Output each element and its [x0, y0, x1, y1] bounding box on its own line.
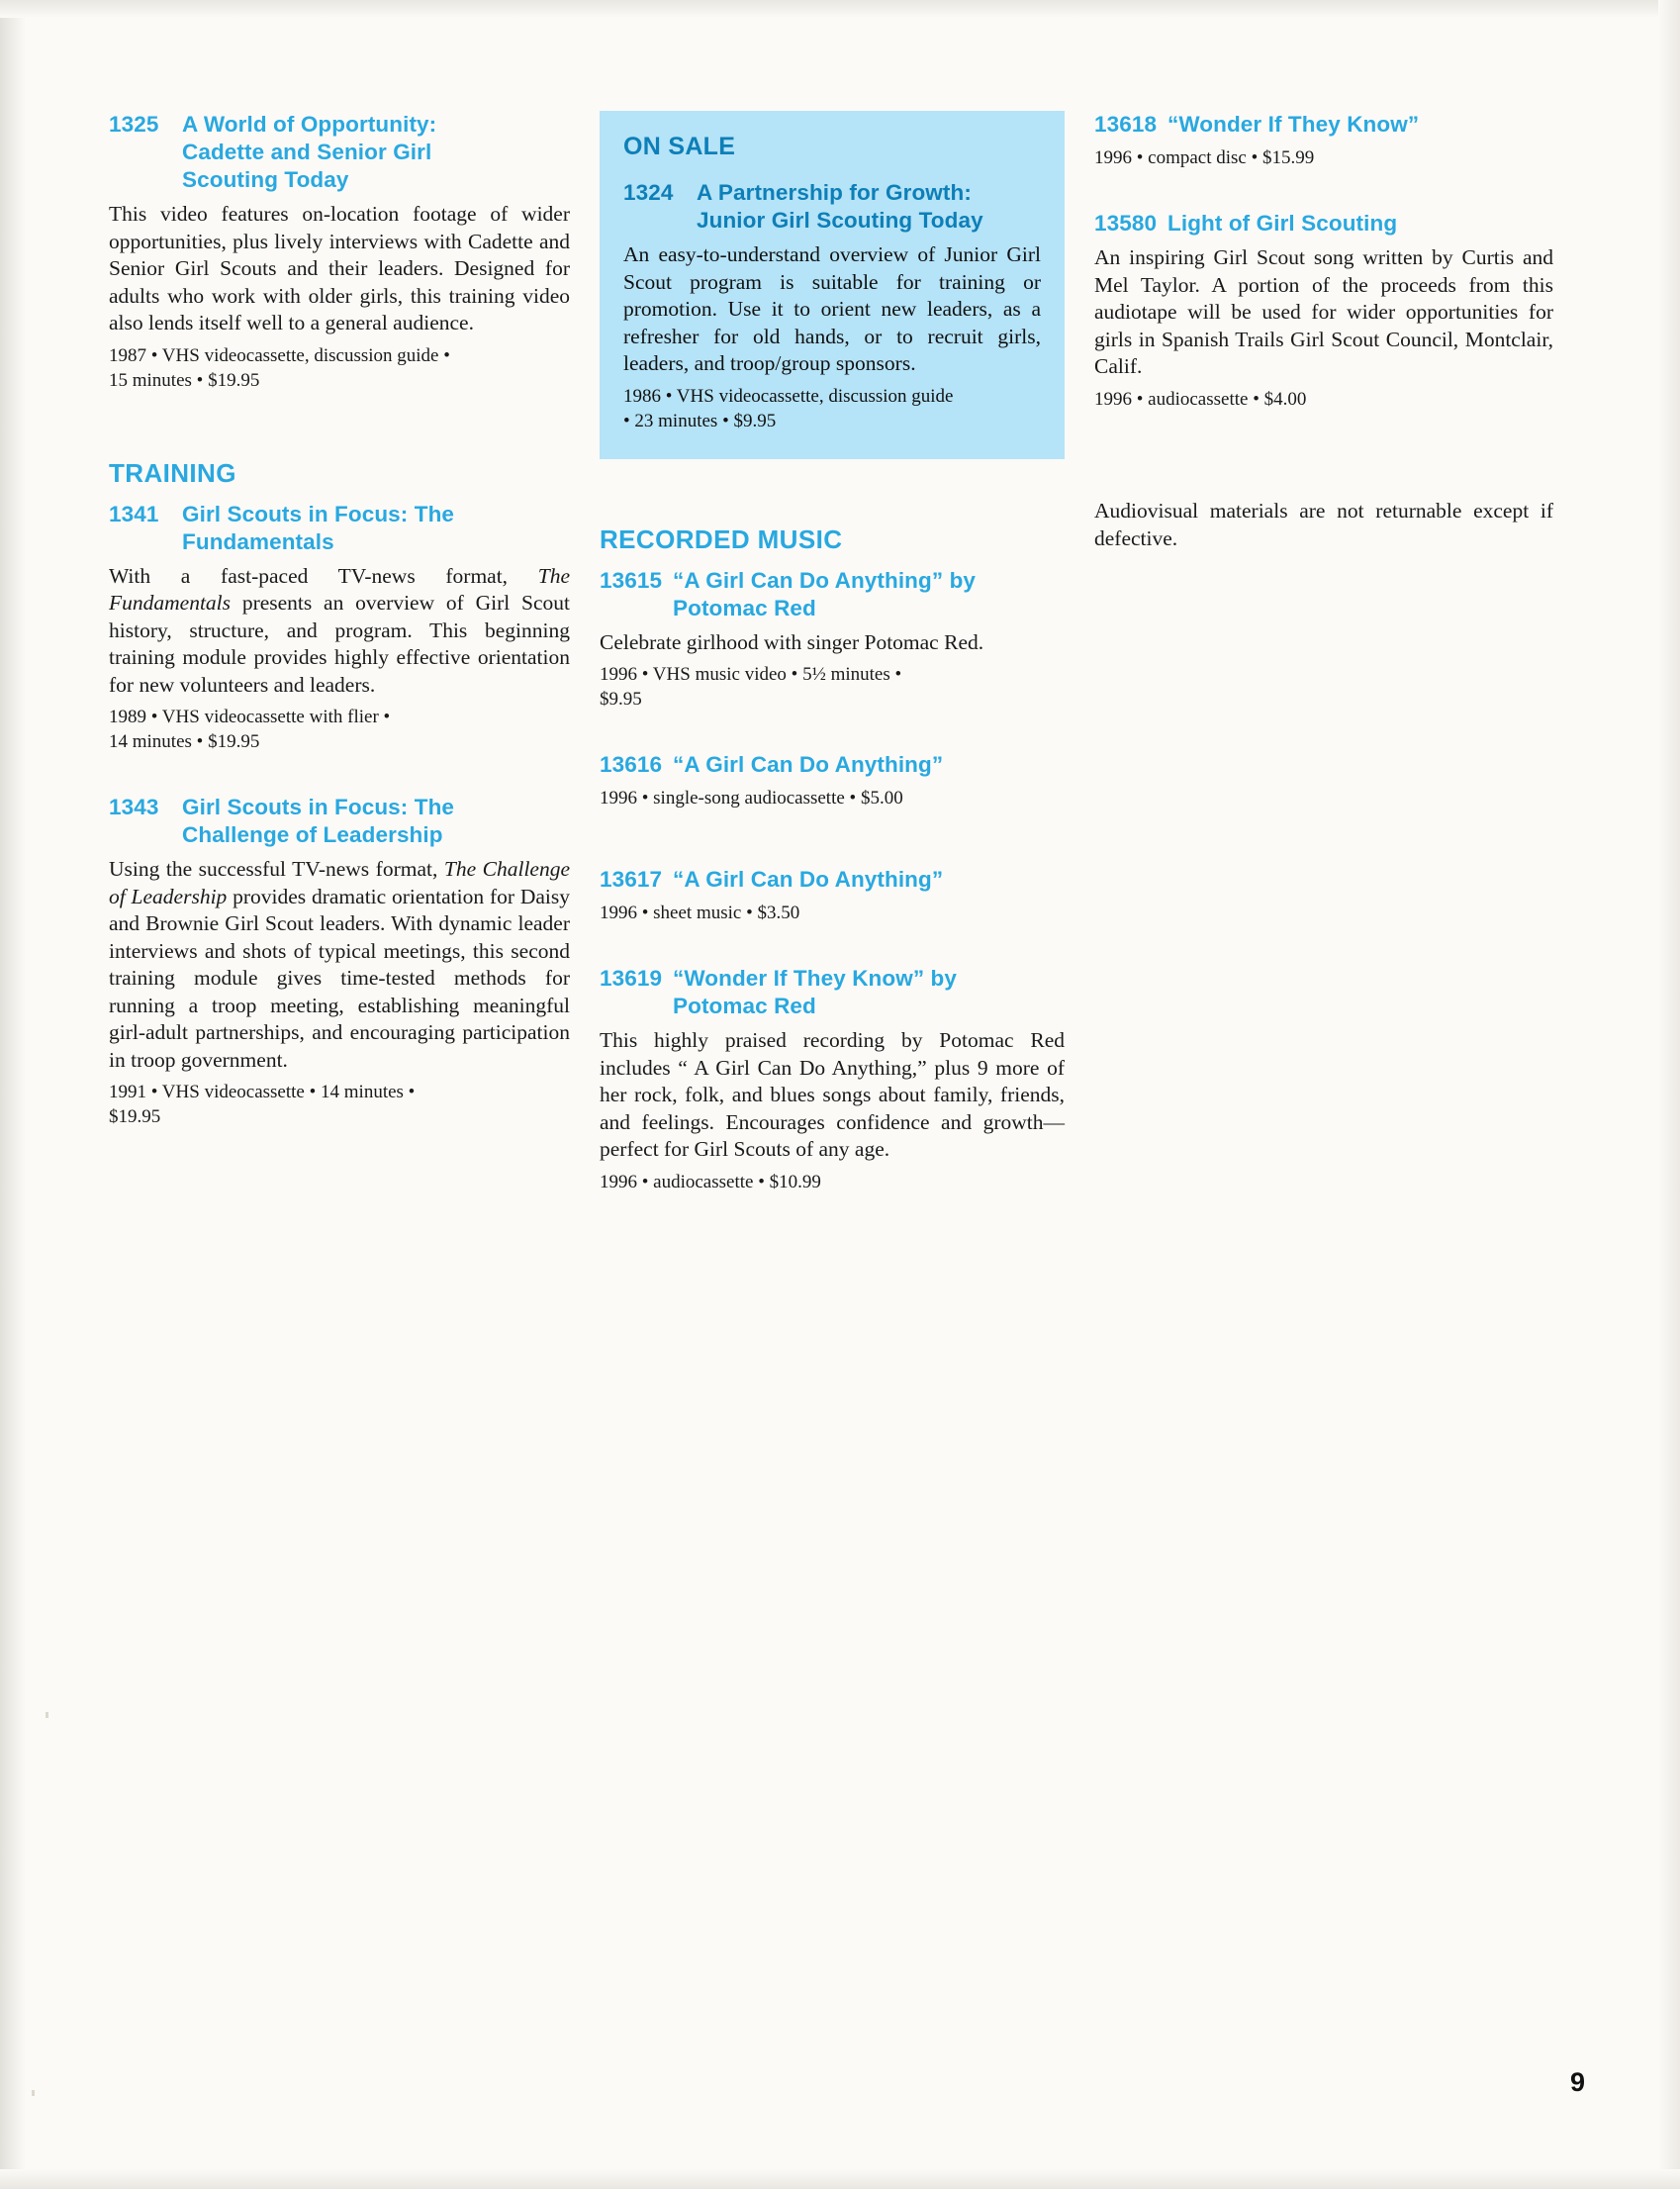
entry-description: This highly praised recording by Potomac Red includes “ A Girl Can Do Anything,” plus 9 more of her rock, folk, and blues songs about family, friends, and feelings. Encourages confidence and growth—perfect for Girl Scouts of any age. [600, 1028, 1065, 1161]
entry-code: 13617 [600, 867, 663, 892]
catalog-entry-13580 [1094, 210, 1553, 412]
entry-specs-line1: 1989 • VHS videocassette with flier • [109, 707, 391, 727]
entry-title-line2: Potomac Red [673, 595, 816, 620]
entry-title [109, 501, 570, 556]
entry-code: 1324 [623, 180, 674, 205]
spacer [1094, 170, 1553, 210]
entry-specs-line1: 1996 • sheet music • $3.50 [600, 903, 800, 923]
entry-specs-line1: 1991 • VHS videocassette • 14 minutes • [109, 1082, 416, 1102]
entry-description [109, 563, 570, 700]
entry-title [109, 111, 570, 194]
catalog-entry-1343 [109, 794, 570, 1129]
catalog-entry-1325 [109, 111, 570, 393]
entry-code: 13615 [600, 567, 663, 593]
scan-speck [32, 2090, 35, 2096]
page-number: 9 [1569, 2067, 1585, 2097]
returns-note: Audiovisual materials are not returnable except if defective. [1094, 499, 1553, 550]
entry-specs-line1: 1996 • single-song audiocassette • $5.00 [600, 788, 903, 809]
catalog-entry-13618 [1094, 111, 1553, 170]
entry-title-line3: Scouting Today [182, 167, 349, 192]
desc-part2: presents an overview of Girl Scout history, structure, and program. This beginning training module provides highly effective orientation for new volunteers and leaders. [109, 591, 570, 697]
entry-code: 13619 [600, 966, 663, 991]
entry-specs-line2: 14 minutes • $19.95 [109, 731, 260, 752]
scan-speck [46, 1712, 48, 1718]
entry-title [600, 751, 1065, 779]
entry-code: 13616 [600, 752, 663, 777]
entry-title-line1: “A Girl Can Do Anything” by [673, 567, 977, 593]
entry-code: 1343 [109, 795, 159, 819]
entry-title-line1: “A Girl Can Do Anything” [673, 752, 944, 777]
desc-italic1: The Fundamentals [109, 563, 570, 615]
entry-code: 13580 [1094, 211, 1158, 236]
entry-title-line1: “Wonder If They Know” [1167, 112, 1420, 137]
entry-title-line1: Light of Girl Scouting [1167, 211, 1398, 236]
entry-title-line1: “Wonder If They Know” by [673, 966, 957, 991]
entry-title [623, 179, 1041, 235]
catalog-entry-13616 [600, 751, 1065, 810]
entry-title-line1: A World of Opportunity: [182, 112, 437, 137]
on-sale-label: ON SALE [623, 133, 736, 160]
on-sale-box [600, 111, 1065, 459]
entry-title-line2: Fundamentals [182, 528, 334, 554]
entry-specs-line1: 1987 • VHS videocassette, discussion guide • [109, 344, 450, 366]
spacer [109, 393, 570, 458]
entry-title-line1: A Partnership for Growth: [697, 180, 972, 205]
entry-title-line1: Girl Scouts in Focus: The [182, 501, 455, 526]
page-edge-right [1658, 0, 1680, 2189]
page-edge-top [0, 0, 1680, 18]
entry-specs-line1: 1996 • audiocassette • $10.99 [600, 1171, 821, 1192]
entry-description: An easy-to-understand overview of Junior Girl Scout program is suitable for training or promotion. Use it to orient new leaders, as a refresher for old hands, or to recruit girls, leaders, and troop/group sponsors. [623, 242, 1041, 375]
entry-title [1094, 210, 1553, 238]
column-right [1094, 111, 1553, 574]
entry-specs-line2: • 23 minutes • $9.95 [623, 410, 777, 431]
entry-title-line2: Potomac Red [673, 994, 816, 1018]
entry-specs-line2: $19.95 [109, 1106, 161, 1127]
desc-part2: provides dramatic orientation for Daisy and Brownie Girl Scout leaders. With dynamic leader interviews and shots of typical meetings, this second training module gives time-tested methods for running a troop meeting, establishing meaningful girl-adult partnerships, and encouraging participation in troop government. [109, 884, 570, 1072]
spacer [600, 459, 1065, 524]
entry-specs-line1: 1996 • compact disc • $15.99 [1094, 147, 1315, 168]
entry-title [109, 794, 570, 849]
column-middle [600, 111, 1065, 1194]
entry-title-line2: Cadette and Senior Girl [182, 140, 432, 164]
entry-title-line1: “A Girl Can Do Anything” [673, 867, 944, 892]
spacer [600, 810, 1065, 866]
entry-code: 13618 [1094, 112, 1158, 137]
entry-title-line1: Girl Scouts in Focus: The [182, 795, 455, 819]
entry-description: This video features on-location footage of wider opportunities, plus lively interviews with Cadette and Senior Girl Scouts and their leaders. Designed for adults who work with older girls, this training video also lends itself well to a general audience. [109, 202, 570, 334]
entry-specs-line1: 1996 • VHS music video • 5½ minutes • [600, 664, 902, 685]
entry-specs-line2: $9.95 [600, 689, 642, 710]
desc-part1: Using the successful TV-news format, [109, 857, 444, 881]
entry-title-line2: Challenge of Leadership [182, 822, 443, 847]
desc-part1: With a fast-paced TV-news format, [109, 563, 538, 588]
entry-code: 1325 [109, 112, 159, 137]
spacer [600, 712, 1065, 751]
catalog-entry-13617 [600, 866, 1065, 925]
section-heading-training: TRAINING [109, 457, 236, 488]
entry-description: Celebrate girlhood with singer Potomac Red. [600, 629, 984, 654]
entry-title [1094, 111, 1553, 139]
desc-italic1: The Challenge of Leadership [109, 857, 571, 908]
page-edge-left [0, 0, 26, 2189]
spacer [109, 754, 570, 794]
entry-description [109, 856, 570, 1074]
spacer [600, 925, 1065, 965]
entry-title [600, 866, 1065, 894]
entry-title-line2: Junior Girl Scouting Today [697, 208, 983, 233]
section-heading-recorded-music: RECORDED MUSIC [600, 523, 843, 554]
entry-specs-line1: 1996 • audiocassette • $4.00 [1094, 388, 1307, 410]
page-content [109, 111, 1573, 1496]
catalog-entry-1341 [109, 501, 570, 755]
entry-title [600, 567, 1065, 622]
spacer [1094, 412, 1553, 477]
catalog-entry-13619 [600, 965, 1065, 1194]
page-edge-bottom [0, 2169, 1680, 2189]
entry-specs-line1: 1986 • VHS videocassette, discussion guide [623, 385, 954, 407]
entry-title [600, 965, 1065, 1020]
column-left [109, 111, 570, 1129]
catalog-entry-13615 [600, 567, 1065, 713]
entry-specs-line2: 15 minutes • $19.95 [109, 369, 260, 391]
entry-description: An inspiring Girl Scout song written by Curtis and Mel Taylor. A portion of the proceeds from this audiotape will be used for wider opportunities for girls in Spanish Trails Girl Scout Council, Montclair, Calif. [1094, 245, 1553, 378]
entry-code: 1341 [109, 501, 159, 526]
